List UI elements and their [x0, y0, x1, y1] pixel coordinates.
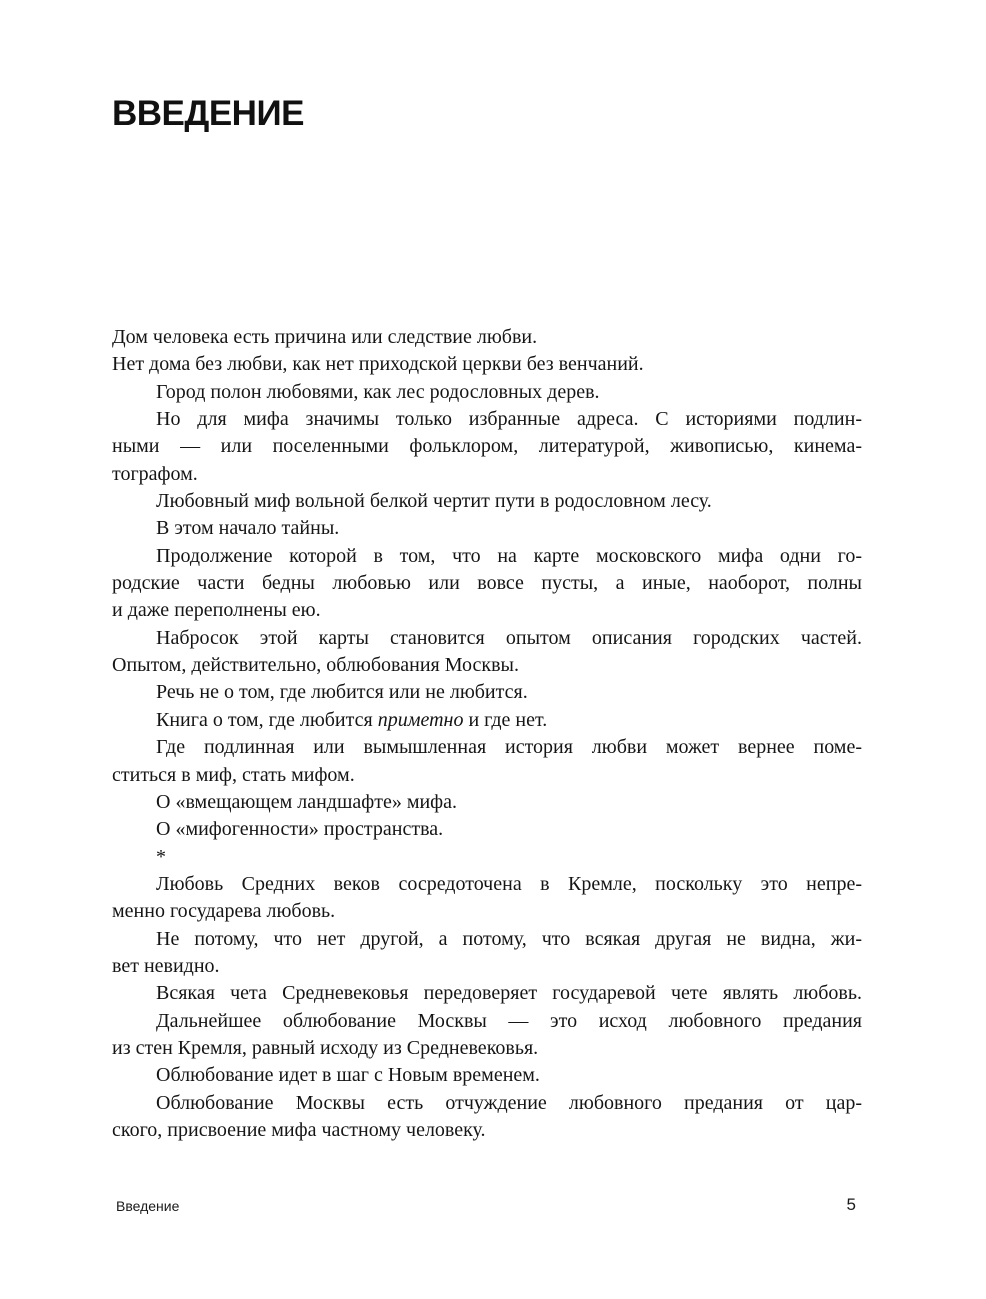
text-line: О «мифогенности» пространства. — [156, 818, 444, 841]
text-line: Дом человека есть причина или следствие любви. — [112, 326, 538, 348]
text-run: Книга о том, где любится — [156, 708, 378, 731]
text-line: Речь не о том, где любится или не любится. — [156, 681, 528, 704]
text-line: Всякая чета Средневековья передоверяет государевой чете являть любовь. — [156, 982, 862, 1005]
text-line: Любовь Средних веков сосредоточена в Кремле, поскольку это непре- — [156, 872, 862, 895]
text-line: * — [156, 845, 166, 868]
text-line: Облюбование идет в шаг с Новым временем. — [156, 1064, 540, 1087]
text-line: О «вмещающем ландшафте» мифа. — [156, 790, 458, 813]
text-line: Любовный миф вольной белкой чертит пути в родословном лесу. — [156, 490, 712, 513]
text-run: и где нет. — [463, 708, 548, 731]
text-line: Не потому, что нет другой, а потому, что всякая другая не видна, жи- — [156, 927, 862, 950]
text-line: Облюбование Москвы есть отчуждение любовного предания от цар- — [156, 1091, 862, 1114]
text-line: Город полон любовями, как лес родословных дерев. — [156, 380, 600, 403]
page-title: ВВЕДЕНИЕ — [112, 94, 304, 133]
running-footer: Введение — [116, 1198, 180, 1214]
text-line: из стен Кремля, равный исходу из Средневековья. — [112, 1036, 539, 1059]
text-line: Опытом, действительно, облюбования Москвы. — [112, 654, 519, 677]
text-line: Набросок этой карты становится опытом описания городских частей. — [156, 626, 862, 649]
text-line: менно государева любовь. — [112, 900, 336, 923]
text-line: вет невидно. — [112, 954, 220, 977]
text-line: Нет дома без любви, как нет приходской церкви без венчаний. — [112, 353, 644, 376]
page-number: 5 — [846, 1195, 856, 1214]
text-line: родские части бедны любовью или вовсе пусты, а иные, наоборот, полны — [112, 572, 862, 595]
text-line: и даже переполнены ею. — [112, 599, 321, 622]
text-line: В этом начало тайны. — [156, 517, 340, 540]
text-line: Где подлинная или вымышленная история любви может вернее поме- — [156, 736, 862, 759]
text-line: Но для мифа значимы только избранные адреса. С историями подлин- — [156, 408, 862, 431]
text-line — [112, 707, 862, 734]
emphasis: приметно — [377, 708, 464, 731]
text-line: ными — или поселенными фольклором, литературой, живописью, кинема- — [112, 435, 862, 458]
text-line: Дальнейшее облюбование Москвы — это исход любовного предания — [156, 1009, 862, 1032]
text-line: ского, присвоение мифа частному человеку. — [112, 1118, 486, 1141]
text-line: тографом. — [112, 462, 198, 485]
body-text — [112, 324, 862, 1144]
text-line: ститься в миф, стать мифом. — [112, 763, 355, 786]
text-line: Продолжение которой в том, что на карте московского мифа одни го- — [156, 544, 862, 567]
